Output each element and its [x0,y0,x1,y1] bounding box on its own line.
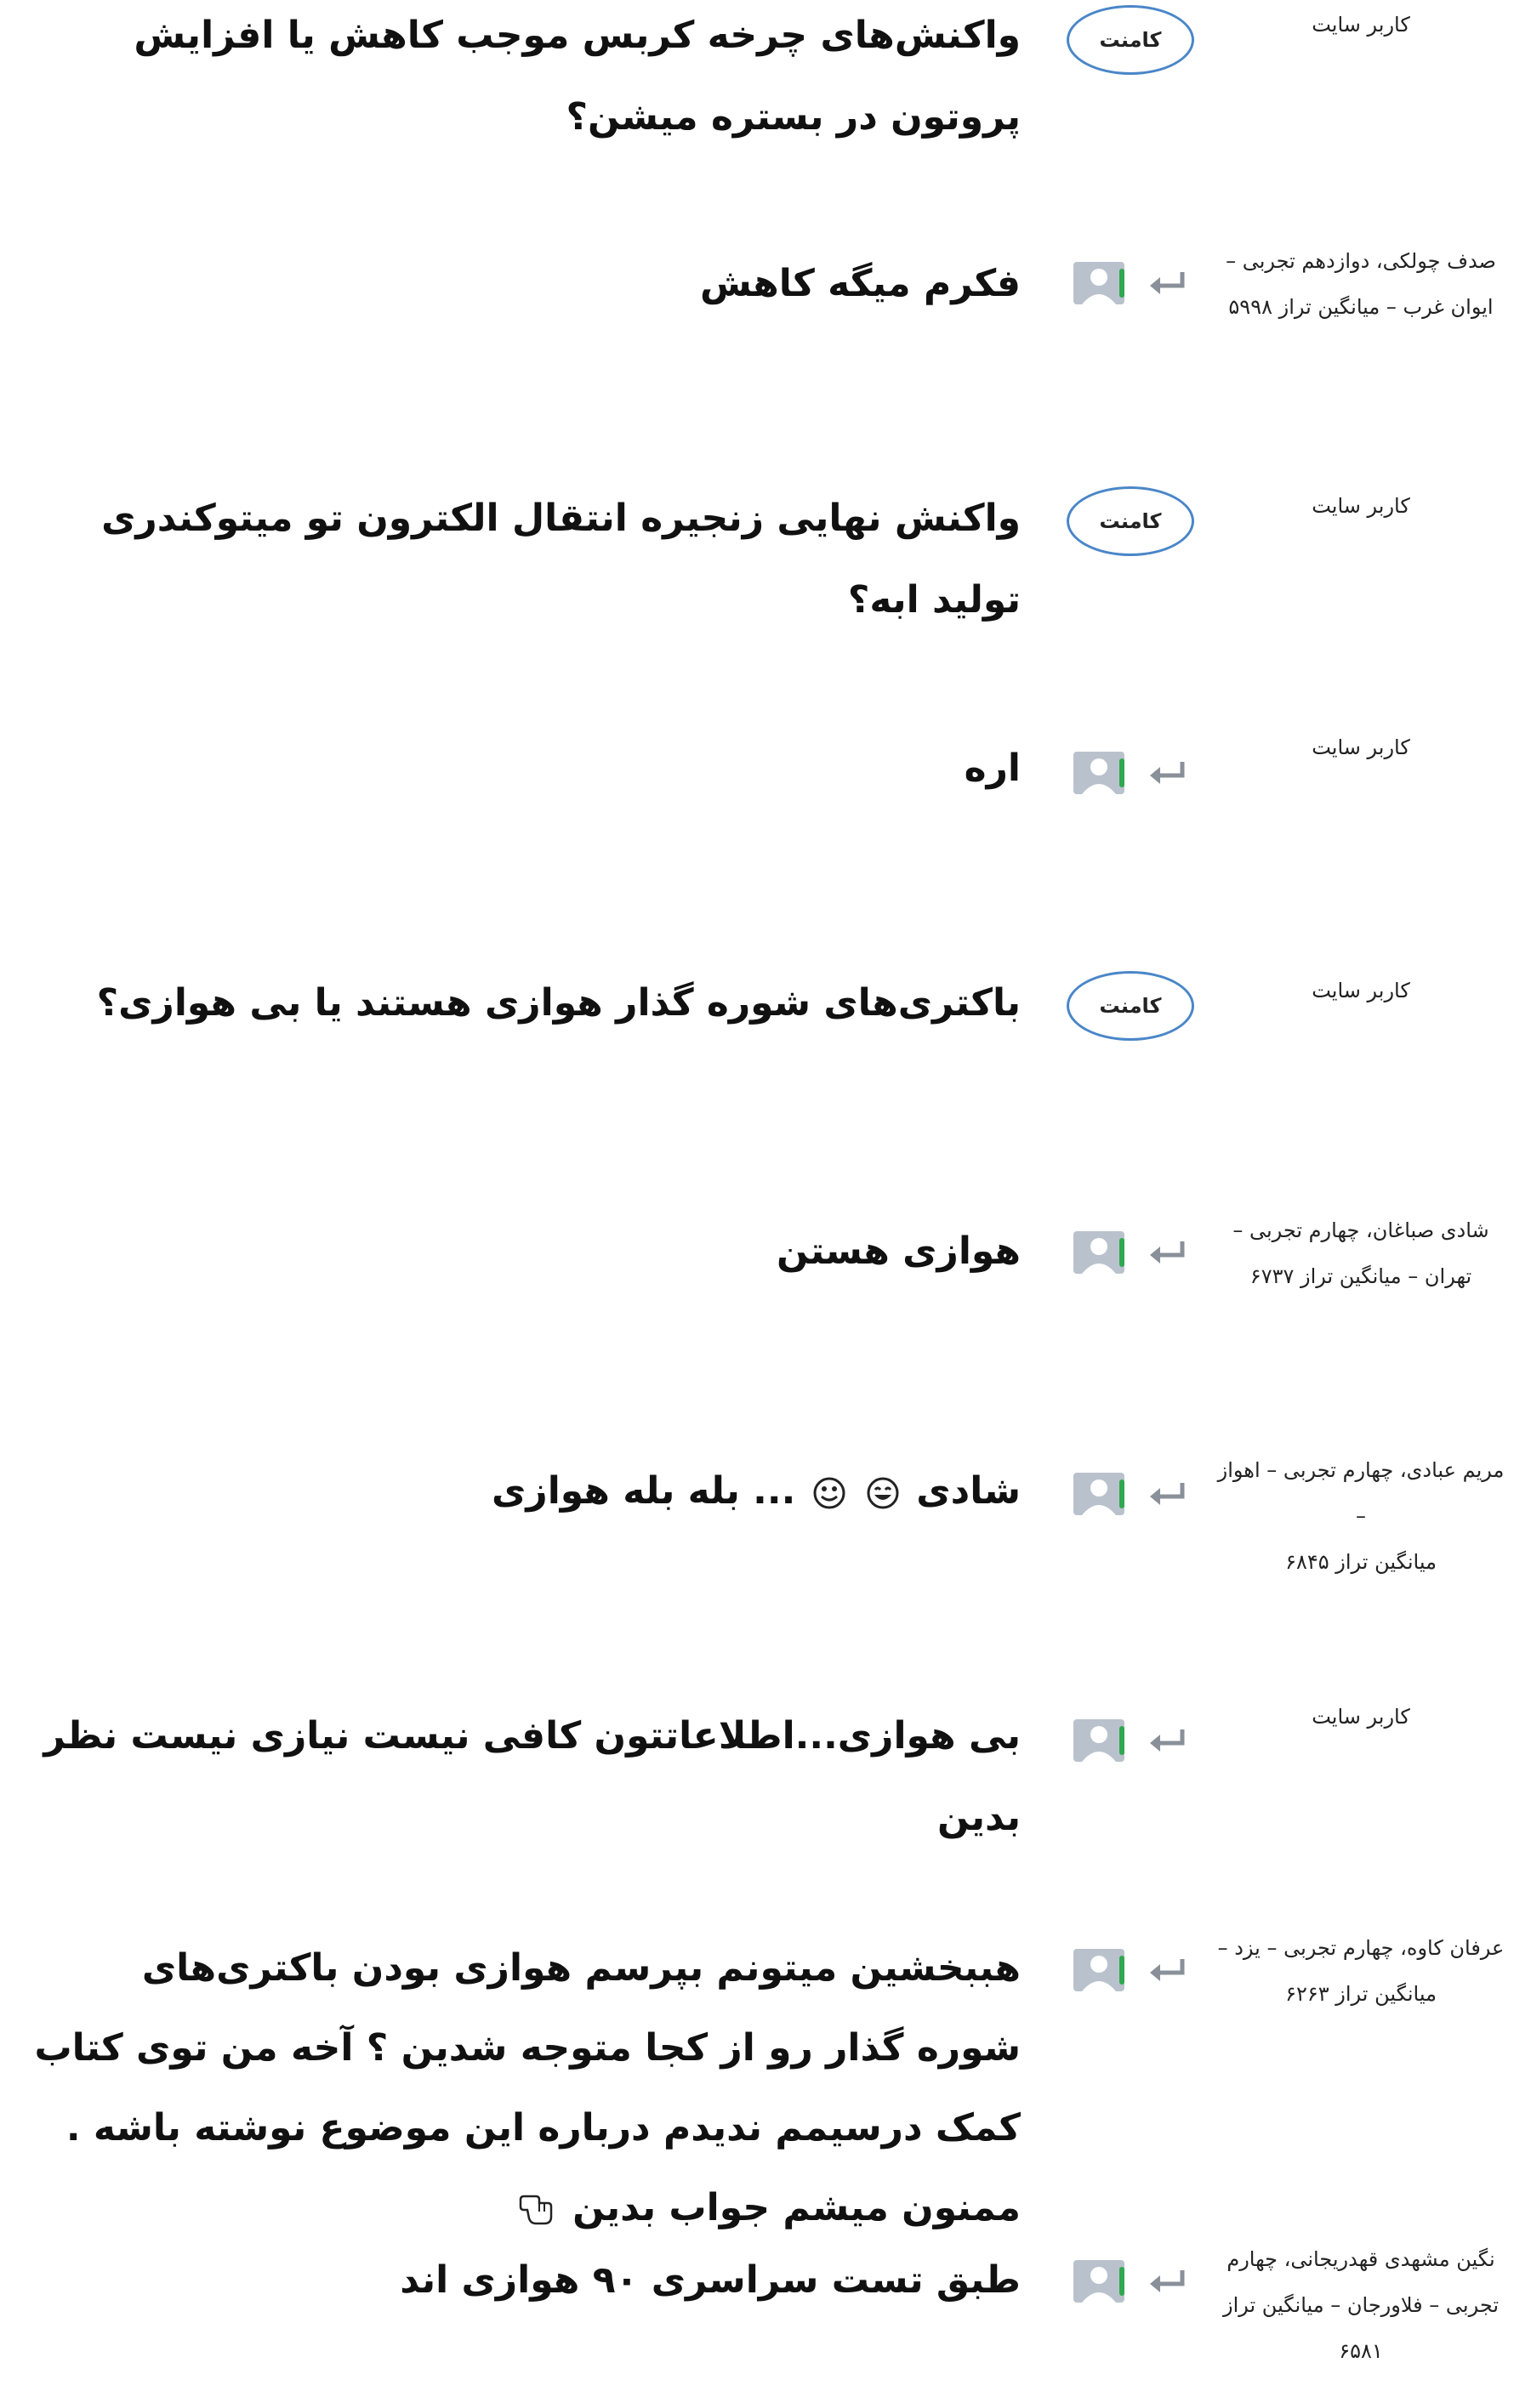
user-avatar-icon [1073,752,1130,794]
reply-arrow-icon [1148,760,1186,787]
user-avatar-icon [1073,2260,1130,2303]
reply-text-part: ... بله بله هوازی [492,1469,796,1513]
reply-author: کاربر سایت [1312,1705,1410,1729]
comment-text: واکنش نهایی زنجیره انتقال الکترون تو میتوکندری تولید ابه؟ [101,497,1021,622]
comment-badge-button[interactable]: کامنت [1067,5,1194,75]
reply-arrow-icon [1148,1957,1186,1985]
reply-author-line: صدف چولکی، دوازدهم تجربی – [1226,249,1496,273]
user-avatar-icon [1073,262,1130,304]
reply-author-line: ایوان غرب – میانگین تراز ۵۹۹۸ [1228,295,1494,319]
reply-author-line: نگین مشهدی قهدریجانی، چهارم [1227,2247,1495,2271]
reply-author [1216,1925,1505,2017]
reply-icons[interactable] [1073,2260,1192,2308]
reply-text-part: هببخشین میتونم بپرسم هوازی بودن باکتری‌های شوره گذار رو از کجا متوجه شدین ؟ آخه من توی کتاب کمک درسیمم ندیدم درباره این موضوع نوشته باشه . ممنون میشم جواب بدین [34,1946,1021,2229]
reply-author-line: تجربی – فلاورجان – میانگین تراز [1222,2293,1500,2317]
comment-badge-button[interactable]: کامنت [1067,971,1194,1041]
reply-arrow-icon [1148,1728,1186,1755]
reply-arrow-icon [1148,2269,1186,2296]
comment-text: باکتری‌های شوره گذار هوازی هستند یا بی هوازی؟ [96,981,1021,1025]
reply-author-line: عرفان کاوه، چهارم تجربی – یزد – [1217,1936,1505,1960]
reply-author-line: میانگین تراز ۶۸۴۵ [1285,1550,1437,1574]
reply-text [34,1451,1021,1532]
reply-arrow-icon [1148,270,1186,298]
reply-author: کاربر سایت [1312,735,1410,759]
reply-author-line: ۶۵۸۱ [1339,2339,1383,2363]
user-avatar-icon [1073,1231,1130,1274]
reply-text: فکرم میگه کاهش [700,262,1021,305]
reply-author-line: مریم عبادی، چهارم تجربی – اهواز – [1217,1458,1505,1528]
comment-author: کاربر سایت [1312,979,1410,1002]
smile-emoji-icon [812,1476,846,1510]
reply-arrow-icon [1148,1240,1186,1267]
comment-badge-button[interactable]: کامنت [1067,486,1194,556]
reply-text [34,1928,1021,2248]
reply-icons[interactable] [1073,1949,1192,1996]
reply-author [1216,2236,1505,2374]
reply-icons[interactable] [1073,1473,1192,1520]
reply-author [1216,238,1505,330]
reply-text: طبق تست سراسری ۹۰ هوازی اند [400,2258,1021,2302]
reply-icons[interactable] [1073,1719,1192,1767]
reply-author-line: میانگین تراز ۶۲۶۳ [1285,1982,1437,2006]
reply-text-part: شادی [916,1469,1021,1513]
reply-author [1216,1207,1505,1299]
reply-arrow-icon [1148,1481,1186,1508]
reply-author-line: تهران – میانگین تراز ۶۷۳۷ [1249,1264,1472,1288]
reply-text: هوازی هستن [777,1230,1021,1273]
comment-author: کاربر سایت [1312,13,1410,37]
reply-icons[interactable] [1073,1231,1192,1279]
reply-author-line: شادی صباغان، چهارم تجربی – [1232,1218,1489,1242]
reply-text: بی هوازی...اطلاعاتتون کافی نیست نیازی نیست نظر بدین [43,1714,1021,1839]
pointing-hand-icon [519,2191,556,2229]
comment-text: واکنش‌های چرخه کربس موجب کاهش یا افزایش پروتون در بستره میشن؟ [134,14,1021,139]
user-avatar-icon [1073,1473,1130,1515]
reply-icons[interactable] [1073,752,1192,799]
reply-icons[interactable] [1073,262,1192,310]
reply-author [1216,1447,1505,1585]
user-avatar-icon [1073,1949,1130,1991]
reply-text: اره [964,747,1021,790]
comment-author: کاربر سایت [1312,494,1410,518]
smile-emoji-icon [866,1476,900,1510]
user-avatar-icon [1073,1719,1130,1762]
